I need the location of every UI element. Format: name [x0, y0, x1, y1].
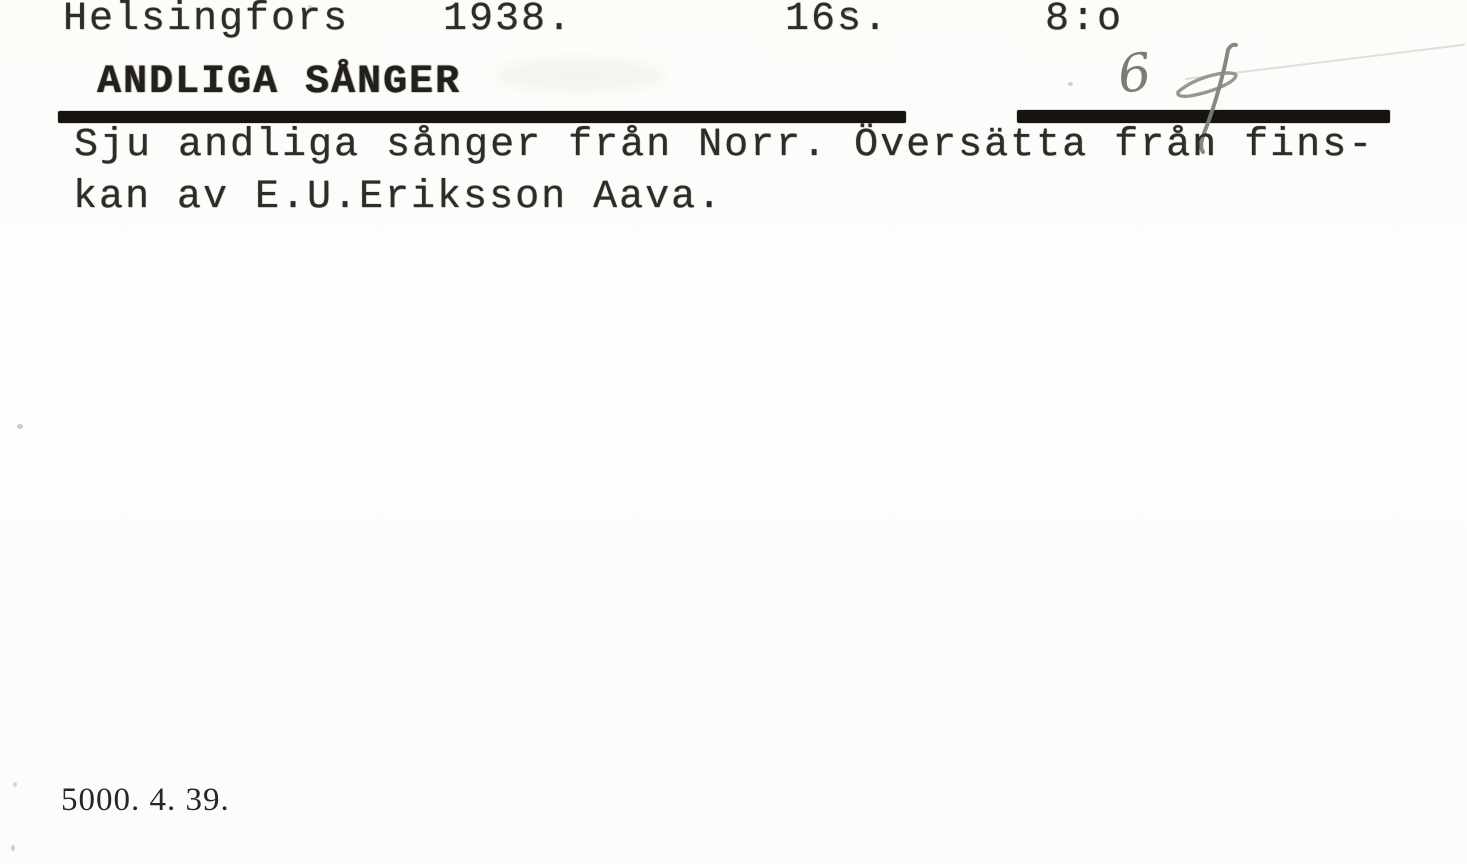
body-line-2: kan av E.U.Eriksson Aava.: [73, 175, 724, 220]
scan-speck: [1068, 82, 1073, 86]
scan-speck: [11, 845, 15, 851]
scan-speck: [17, 424, 23, 429]
body-line-1: Sju andliga sånger från Norr. Översätta från fins-: [74, 123, 1375, 168]
imprint-year: 1938.: [443, 0, 574, 42]
scan-speck: [308, 5, 312, 9]
scan-smudge: [495, 58, 665, 92]
heading-rule-left: [58, 111, 906, 123]
imprint-format: 8:o: [1045, 0, 1124, 42]
card-heading: ANDLIGA SÅNGER: [97, 60, 462, 105]
handwritten-number: 6: [1114, 42, 1155, 106]
form-series-number: 5000. 4. 39.: [61, 782, 230, 818]
scan-speck: [13, 782, 17, 787]
imprint-pages: 16s.: [785, 0, 890, 42]
imprint-place: Helsingfors: [63, 0, 350, 42]
